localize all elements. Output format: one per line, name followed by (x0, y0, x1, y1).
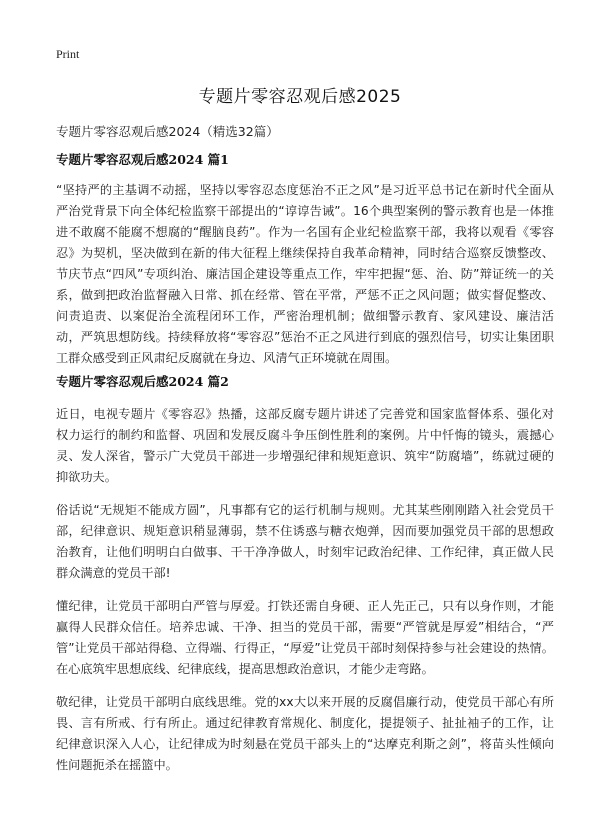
section-heading: 专题片零容忍观后感2024 篇1 (56, 152, 229, 167)
page-title: 专题片零容忍观后感2025 (198, 87, 402, 107)
paragraph: 俗话说“无规矩不能成方圆”，凡事都有它的运行机制与规则。尤其某些刚刚踏入社会党员干部，纪律意识、规矩意识稍显薄弱，禁不住诱惑与糖衣炮弹，因而要加强党员干部的思想政治教育，让他们明明白白做事、干干净净做人，时刻牢记政治纪律、工作纪律，真正做人民群众满意的党员干部! (56, 503, 554, 580)
section-1 (56, 150, 554, 369)
section-heading: 专题片零容忍观后感2024 篇2 (56, 374, 229, 389)
paragraph: 近日，电视专题片《零容忍》热播，这部反腐专题片讲述了完善党和国家监督体系、强化对权力运行的制约和监督、巩固和发展反腐斗争压倒性胜利的案例。片中忏悔的镜头，震撼心灵、发人深省，警示广大党员干部进一步增强纪律和规矩意识、筑牢“防腐墙”，练就过硬的抑欲功夫。 (56, 407, 554, 484)
document-subtitle: 专题片零容忍观后感2024（精选32篇） (56, 124, 279, 139)
paragraph: 懂纪律，让党员干部明白严管与厚爱。打铁还需自身硬、正人先正己，只有以身作则，才能赢得人民群众信任。培养忠诚、干净、担当的党员干部，需要“严管就是厚爱”相结合，“严管”让党员干部站得稳、立得端、行得正，“厚爱”让党员干部时刻保持参与社会建设的热情。在心底筑牢思想底线、纪律底线，提高思想政治意识，才能少走弯路。 (56, 599, 554, 676)
section-2 (56, 372, 554, 776)
print-label[interactable]: Print (56, 47, 80, 61)
paragraph: “坚持严的主基调不动摇，坚持以零容忍态度惩治不正之风”是习近平总书记在新时代全面从严治党背景下向全体纪检监察干部提出的“谆谆告诫”。16个典型案例的警示教育也是一体推进不敢腐不能腐不想腐的“醒脑良药”。作为一名国有企业纪检监察干部，我将以观看《零容忍》为契机，坚决做到在新的伟大征程上继续保持自我革命精神，同时结合巡察反馈整改、节庆节点“四风”专项纠治、廉洁国企建设等重点工作，牢牢把握“惩、治、防”辩证统一的关系，做到把政治监督融入日常、抓在经常、管在平常，严惩不正之风问题；做实督促整改、问责追责、以案促治全流程闭环工作，严密治理机制；做细警示教育、家风建设、廉洁活动，严筑思想防线。持续释放将“零容忍”惩治不正之风进行到底的强烈信号，切实让集团职工群众感受到正风肃纪反腐就在身边、风清气正环境就在周围。 (56, 183, 554, 365)
paragraph: 敬纪律，让党员干部明白底线思维。党的xx大以来开展的反腐倡廉行动，使党员干部心有所畏、言有所戒、行有所止。通过纪律教育常规化、制度化，提提领子、扯扯袖子的工作，让纪律意识深入人心，让纪律成为时刻悬在党员干部头上的“达摩克利斯之剑”，将苗头性倾向性问题扼杀在摇篮中。 (56, 695, 554, 772)
